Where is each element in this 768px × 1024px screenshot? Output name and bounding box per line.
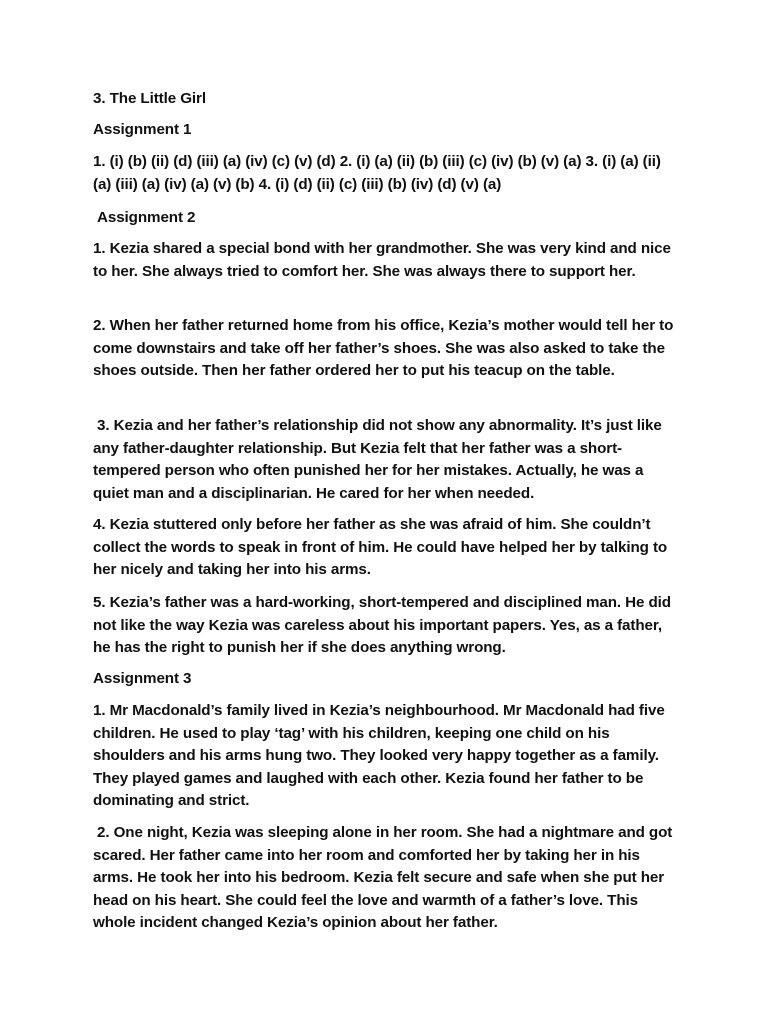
assignment-2-answer-1: 1. Kezia shared a special bond with her grandmother. She was very kind and nice to her. She always tried to comfort her. She was always there to support her. [93,240,671,280]
chapter-title: 3. The Little Girl [93,90,206,107]
assignment-2-answer-4: 4. Kezia stuttered only before her father as she was afraid of him. She couldn’t collect the words to speak in front of him. He could have helped her by talking to her nicely and taking her into his arms. [93,516,668,578]
assignment-3-answer-1: 1. Mr Macdonald’s family lived in Kezia’s neighbourhood. Mr Macdonald had five children. He used to play ‘tag’ with his children, keeping one child on his shoulders and his arms hung two. They looked very happy together as a family. They played games and laughed with each other. Kezia found her father to be dominating and strict. [93,702,665,809]
assignment-2-answer-3: 3. Kezia and her father’s relationship did not show any abnormality. It’s just like any father-daughter relationship. But Kezia felt that her father was a short-tempered person who often punished her for her mistakes. Actually, he was a quiet man and a disciplinarian. He cared for her when needed. [93,417,662,502]
assignment-2-heading: Assignment 2 [97,209,196,226]
assignment-2-answer-5: 5. Kezia’s father was a hard-working, short-tempered and disciplined man. He did not like the way Kezia was careless about his important papers. Yes, as a father, he has the right to punish her if she does anything wrong. [93,594,671,656]
assignment-1-answers: 1. (i) (b) (ii) (d) (iii) (a) (iv) (c) (v) (d) 2. (i) (a) (ii) (b) (iii) (c) (iv) (b) (v) (a) 3. (i) (a) (ii) (a) (iii) (a) (iv) (a) (v) (b) 4. (i) (d) (ii) (c) (iii) (b) (iv) (d) (v) (a) [93,153,661,193]
assignment-1-heading: Assignment 1 [93,121,192,138]
assignment-3-answer-2: 2. One night, Kezia was sleeping alone in her room. She had a nightmare and got scared. Her father came into her room and comforted her by taking her in his arms. He took her into his bedroom. Kezia felt secure and safe when she put her head on his heart. She could feel the love and warmth of a father’s love. This whole incident changed Kezia’s opinion about her father. [93,824,673,931]
assignment-3-heading: Assignment 3 [93,670,192,687]
assignment-2-answer-2: 2. When her father returned home from his office, Kezia’s mother would tell her to come downstairs and take off her father’s shoes. She was also asked to take the shoes outside. Then her father ordered her to put his teacup on the table. [93,317,674,379]
